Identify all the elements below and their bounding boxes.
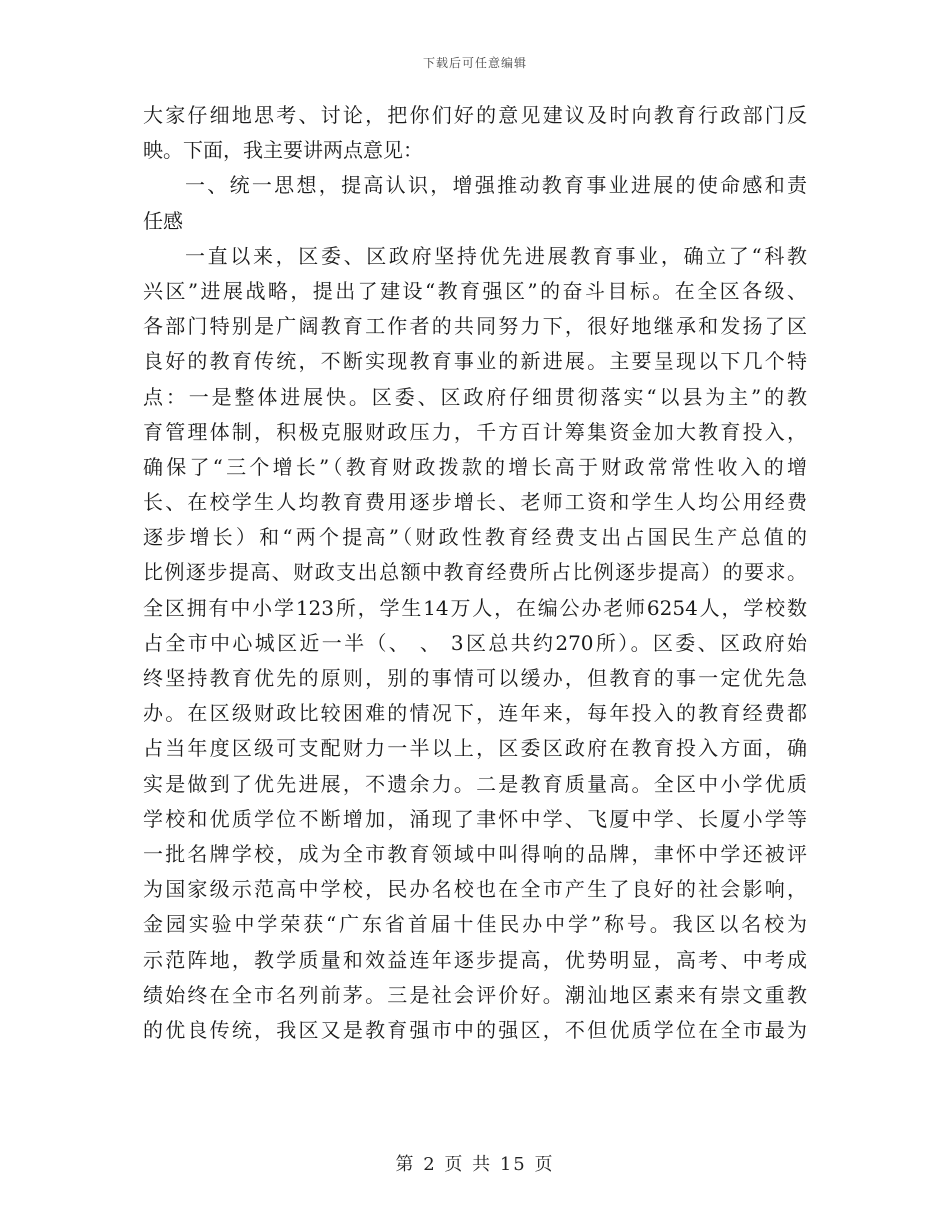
text-line: 大家仔细地思考、讨论，把你们好的意见建议及时向教育行政部门反 [143,103,807,127]
text-line: 确保了“三个增长”（教育财政拨款的增长高于财政常常性收入的增 [143,454,807,479]
text-line: 学校和优质学位不断增加，涌现了聿怀中学、飞厦中学、长厦小学等 [143,806,807,831]
text-line: 映。下面，我主要讲两点意见： [143,138,423,163]
text-line: 实是做到了优先进展，不遗余力。二是教育质量高。全区中小学优质 [143,771,807,796]
text-line: 兴区”进展战略，提出了建设“教育强区”的奋斗目标。在全区各级、 [143,278,807,303]
page-header: 下载后可任意编辑 [422,56,527,70]
text-line: 示范阵地，教学质量和效益连年逐步提高，优势明显，高考、中考成 [143,947,807,972]
text-line: 的优良传统，我区又是教育强市中的强区，不但优质学位在全市最为 [143,1017,807,1042]
text-line: 一批名牌学校，成为全市教育领域中叫得响的品牌，聿怀中学还被评 [143,841,807,866]
text-line: 占全市中心城区近一半（、 、 3区总共约270所）。区委、区政府始 [143,630,807,655]
text-line: 各部门特别是广阔教育工作者的共同努力下，很好地继承和发扬了区 [143,314,807,339]
text-line: 金园实验中学荣获“广东省首届十佳民办中学”称号。我区以名校为 [143,912,807,937]
text-line: 育管理体制，积极克服财政压力，千方百计筹集资金加大教育投入， [143,419,807,444]
text-line: 全区拥有中小学123所，学生14万人，在编公办老师6254人，学校数 [143,595,807,620]
text-line: 一直以来，区委、区政府坚持优先进展教育事业，确立了“科教 [185,243,807,268]
text-line: 点：一是整体进展快。区委、区政府仔细贯彻落实“以县为主”的教 [143,384,807,409]
text-line: 办。在区级财政比较困难的情况下，连年来，每年投入的教育经费都 [143,701,807,726]
text-line: 良好的教育传统，不断实现教育事业的新进展。主要呈现以下几个特 [143,349,807,374]
section-heading-line: 任感 [143,208,183,233]
text-line: 占当年度区级可支配财力一半以上，区委区政府在教育投入方面，确 [143,736,807,761]
text-line: 为国家级示范高中学校，民办名校也在全市产生了良好的社会影响， [143,877,807,902]
text-line: 终坚持教育优先的原则，别的事情可以缓办，但教育的事一定优先急 [143,666,807,690]
document-body [143,98,807,1048]
text-line: 长、在校学生人均教育费用逐步增长、老师工资和学生人均公用经费 [143,490,807,515]
text-line: 绩始终在全市名列前茅。三是社会评价好。潮汕地区素来有崇文重教 [143,982,807,1007]
text-line: 逐步增长）和“两个提高”（财政性教育经费支出占国民生产总值的 [143,525,807,550]
page-number: 第 2 页 共 15 页 [395,1154,555,1175]
text-line: 比例逐步提高、财政支出总额中教育经费所占比例逐步提高）的要求。 [143,560,807,585]
section-heading-line: 一、统一思想，提高认识，增强推动教育事业进展的使命感和责 [185,173,807,198]
